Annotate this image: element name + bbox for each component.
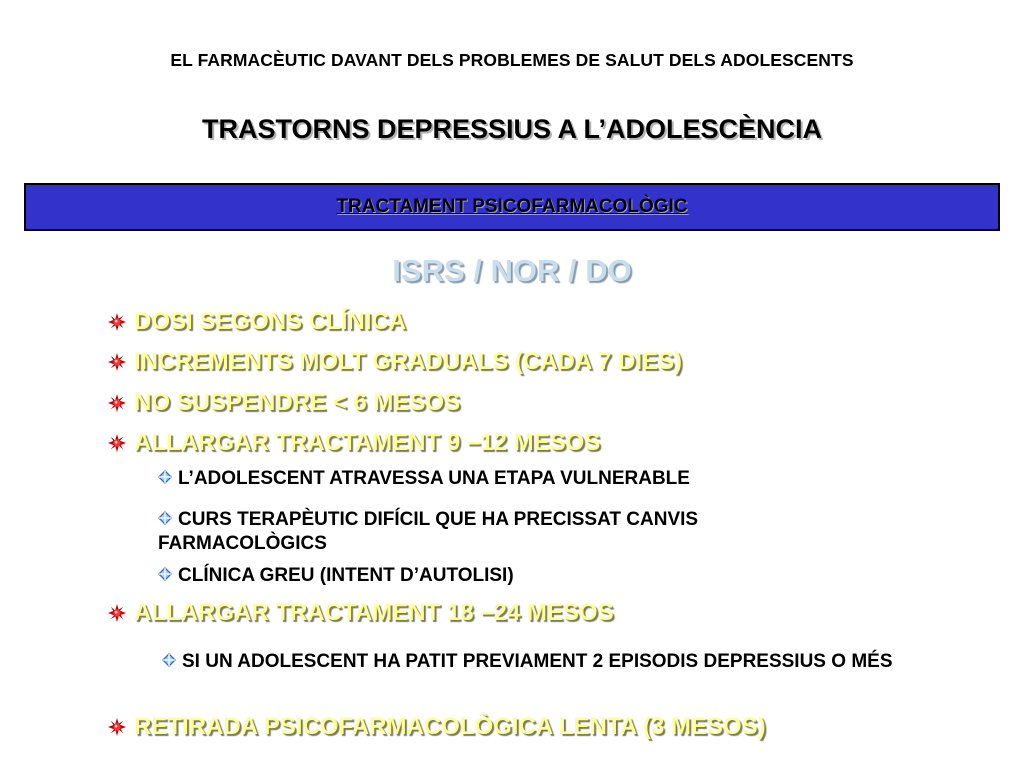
bullet-item xyxy=(108,428,600,458)
section-banner xyxy=(24,183,1000,231)
bullet-item xyxy=(108,347,682,377)
starburst-bullet-icon xyxy=(108,394,126,412)
bullet-item xyxy=(108,598,614,628)
bullet-text: DOSI SEGONS CLÍNICA xyxy=(134,308,407,335)
sub-item xyxy=(158,564,858,588)
bullet-text: ALLARGAR TRACTAMENT 9 –12 MESOS xyxy=(134,429,601,456)
diamond-bullet-icon xyxy=(162,653,176,667)
starburst-bullet-icon xyxy=(108,718,126,736)
diamond-bullet-icon xyxy=(158,567,172,581)
diamond-bullet-icon xyxy=(158,511,172,525)
bullet-text: ALLARGAR TRACTAMENT 18 –24 MESOS xyxy=(134,599,614,626)
sub-item xyxy=(158,650,968,674)
sub-item-text: CURS TERAPÈUTIC DIFÍCIL QUE HA PRECISSAT CANVIS FARMACOLÒGICS xyxy=(158,509,699,554)
sub-item xyxy=(158,508,818,556)
sub-item xyxy=(158,467,858,491)
starburst-bullet-icon xyxy=(108,353,126,371)
drug-classes-subtitle: ISRS / NOR / DO xyxy=(392,253,632,288)
bullet-text: RETIRADA PSICOFARMACOLÒGICA LENTA (3 MESOS) xyxy=(134,713,766,740)
sub-item-text: SI UN ADOLESCENT HA PATIT PREVIAMENT 2 EPISODIS DEPRESSIUS O MÉS xyxy=(182,651,893,672)
banner-text: TRACTAMENT PSICOFARMACOLÒGIC xyxy=(336,196,688,217)
sub-item-text: CLÍNICA GREU (INTENT D’AUTOLISI) xyxy=(178,565,514,586)
bullet-item xyxy=(108,307,406,337)
starburst-bullet-icon xyxy=(108,604,126,622)
supertitle: EL FARMACÈUTIC DAVANT DELS PROBLEMES DE SALUT DELS ADOLESCENTS xyxy=(170,50,854,70)
bullet-item xyxy=(108,388,460,418)
bullet-text: INCREMENTS MOLT GRADUALS (CADA 7 DIES) xyxy=(134,348,682,375)
bullet-item xyxy=(108,712,766,742)
page-title: TRASTORNS DEPRESSIUS A L’ADOLESCÈNCIA xyxy=(201,114,823,144)
starburst-bullet-icon xyxy=(108,313,126,331)
diamond-bullet-icon xyxy=(158,470,172,484)
sub-item-text: L’ADOLESCENT ATRAVESSA UNA ETAPA VULNERABLE xyxy=(178,468,690,489)
bullet-text: NO SUSPENDRE < 6 MESOS xyxy=(134,389,461,416)
starburst-bullet-icon xyxy=(108,434,126,452)
